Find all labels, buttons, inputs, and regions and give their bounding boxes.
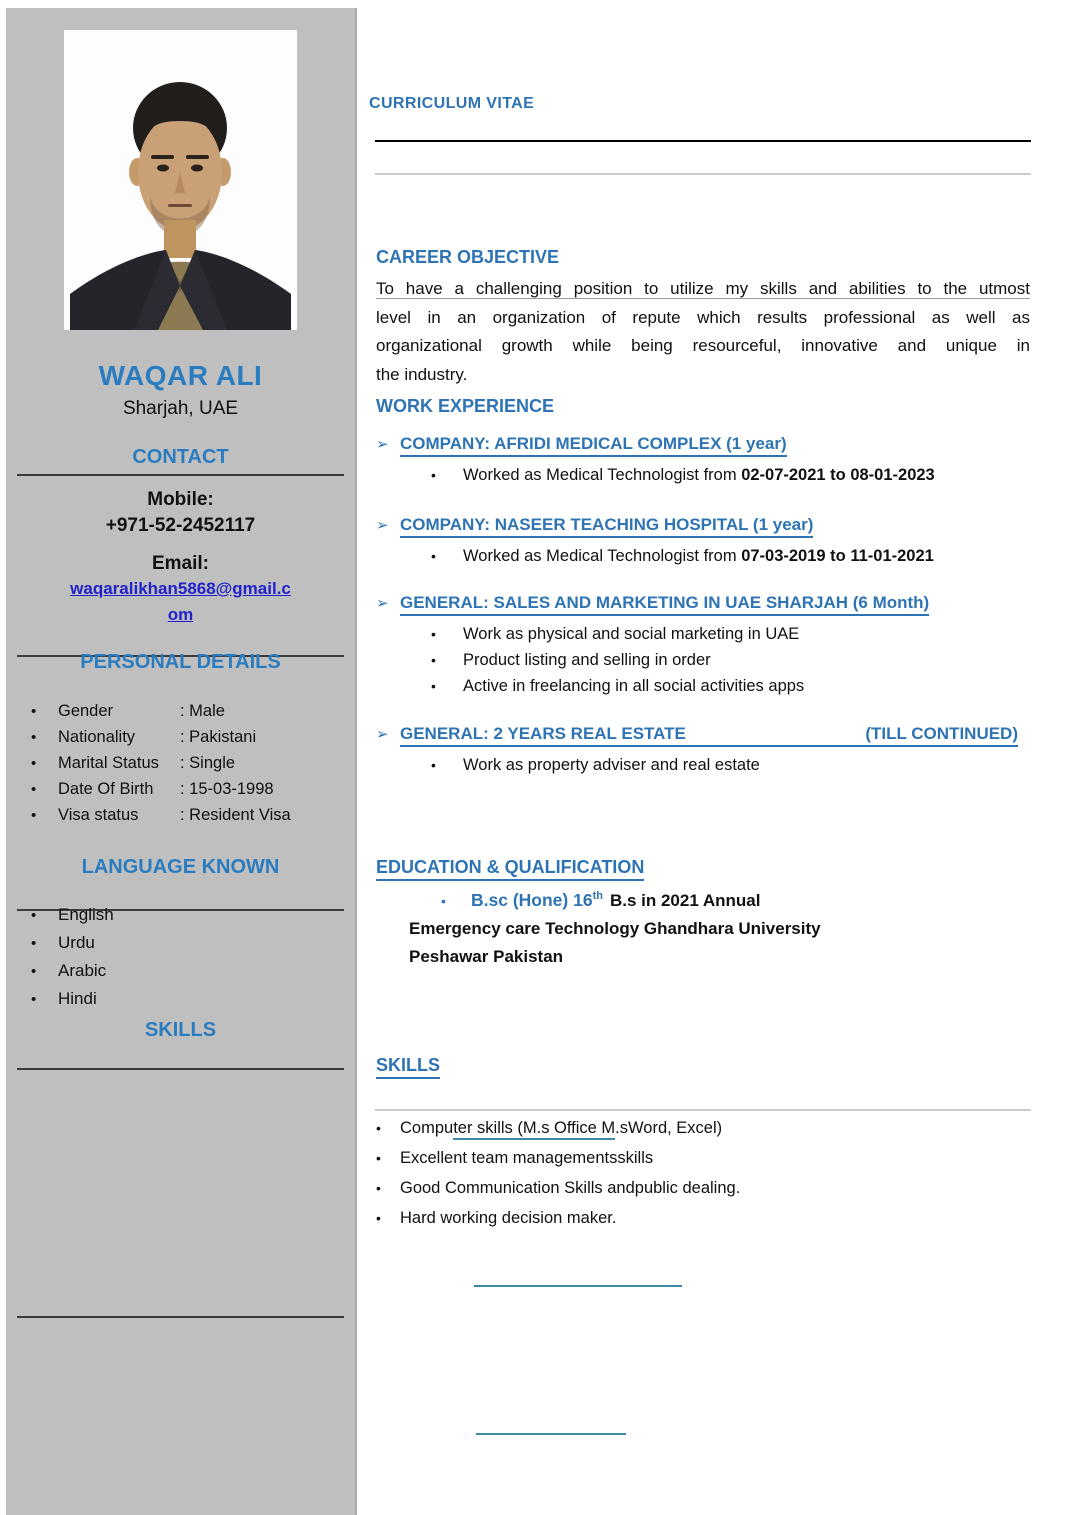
education-heading: EDUCATION & QUALIFICATION: [376, 857, 644, 881]
candidate-location: Sharjah, UAE: [122, 398, 239, 419]
detail-value: : Male: [180, 702, 225, 720]
detail-label: Nationality: [58, 728, 136, 746]
bullet-icon: •: [431, 678, 436, 694]
education-degree-row: [441, 890, 1033, 911]
email-link-wrap[interactable]: om: [167, 605, 194, 624]
work-entry-bullet: [431, 756, 1033, 775]
skill-text: Compu: [400, 1119, 454, 1137]
bullet-icon: •: [431, 652, 436, 668]
bullet-dates: 07-03-2019 to 11-01-2021: [741, 547, 934, 565]
language-item: [31, 933, 355, 961]
detail-label: Date Of Birth: [58, 780, 154, 798]
detail-label: Gender: [58, 702, 114, 720]
objective-line: the industry.: [376, 364, 468, 384]
bullet-icon: •: [431, 757, 436, 773]
education-section: [367, 857, 1033, 967]
mobile-label: Mobile:: [147, 489, 214, 510]
detail-value: : 15-03-1998: [180, 780, 274, 798]
bullet-text: Worked as Medical Technologist from: [463, 466, 742, 484]
personal-detail-row: [31, 728, 355, 754]
language-item: [31, 905, 355, 933]
bullet-text: Work as property adviser and real estate: [463, 756, 760, 774]
career-objective-text: [376, 275, 1030, 389]
bullet-text: Product listing and selling in order: [463, 651, 711, 669]
divider: [17, 1068, 344, 1070]
arrow-icon: ➢: [376, 726, 389, 743]
skill-item: [376, 1179, 1033, 1198]
divider: [17, 474, 344, 476]
skill-text: Hard working decision maker.: [400, 1209, 617, 1227]
bullet-icon: •: [431, 626, 436, 642]
education-line: Peshawar Pakistan: [409, 947, 564, 966]
objective-line: level in an organization of repute which results professional as well as: [376, 307, 1030, 327]
arrow-icon: ➢: [376, 436, 389, 453]
main-skills-heading: SKILLS: [376, 1055, 440, 1079]
language-item: [31, 989, 355, 1017]
skill-item: [376, 1119, 1033, 1138]
bullet-icon: •: [441, 893, 446, 909]
divider: [17, 1316, 344, 1318]
skill-item: [376, 1209, 1033, 1228]
bullet-icon: •: [31, 807, 37, 824]
detail-value: : Resident Visa: [180, 806, 291, 824]
skill-text: Good Communication Skills andpublic dealing.: [400, 1179, 741, 1197]
skill-text-underlined: ter skills (M.s Office M: [453, 1119, 615, 1140]
email-label: Email:: [151, 553, 210, 574]
skill-text: .sWord, Excel): [615, 1119, 723, 1137]
candidate-name: WAQAR ALI: [98, 360, 263, 391]
education-line: Emergency care Technology Ghandhara University: [409, 919, 821, 938]
document-title: CURRICULUM VITAE: [369, 95, 535, 112]
bullet-text: Worked as Medical Technologist from: [463, 547, 742, 565]
decorative-line: [476, 1433, 626, 1435]
sidebar: [6, 8, 357, 1515]
language-known-heading: LANGUAGE KNOWN: [81, 856, 280, 878]
bullet-dates: 02-07-2021 to 08-01-2023: [741, 466, 935, 484]
work-experience-heading: WORK EXPERIENCE: [376, 396, 555, 416]
personal-details-heading: PERSONAL DETAILS: [80, 651, 281, 673]
objective-line: To have a challenging position to utilize my skills and abilities to the utmost: [376, 279, 1030, 298]
detail-label: Marital Status: [58, 754, 159, 772]
skill-item: [376, 1149, 1033, 1168]
personal-detail-row: [31, 702, 355, 728]
detail-value: : Pakistani: [180, 728, 257, 746]
mobile-value: +971-52-2452117: [105, 515, 256, 536]
bullet-icon: •: [31, 729, 37, 746]
bullet-icon: •: [31, 781, 37, 798]
degree-detail: B.s in 2021 Annual: [609, 891, 761, 910]
language-item: [31, 961, 355, 989]
work-entry-title: GENERAL: SALES AND MARKETING IN UAE SHARJAH (6 Month): [400, 593, 929, 616]
title-rule-light: [375, 173, 1031, 175]
work-entry: [376, 724, 1033, 775]
personal-details-list: [6, 702, 355, 832]
personal-detail-row: [31, 780, 355, 806]
bullet-icon: •: [31, 935, 37, 952]
bullet-text: Active in freelancing in all social activities apps: [463, 677, 805, 695]
personal-detail-row: [31, 754, 355, 780]
bullet-icon: •: [376, 1180, 381, 1196]
language-label: Arabic: [58, 961, 107, 980]
work-entry-bullet: [431, 547, 1033, 566]
career-objective-heading: CAREER OBJECTIVE: [376, 247, 560, 267]
bullet-icon: •: [31, 755, 37, 772]
bullet-icon: •: [31, 991, 37, 1008]
detail-value: : Single: [180, 754, 236, 772]
language-label: English: [58, 905, 114, 924]
detail-label: Visa status: [58, 806, 139, 824]
bullet-icon: •: [31, 963, 37, 980]
portrait-illustration: [64, 30, 297, 330]
work-entry: [376, 434, 1033, 485]
bullet-icon: •: [31, 907, 37, 924]
profile-photo: [64, 30, 297, 330]
work-entry: [376, 593, 1033, 696]
bullet-icon: •: [431, 548, 436, 564]
sidebar-skills-heading: SKILLS: [144, 1019, 217, 1041]
bullet-text: Work as physical and social marketing in UAE: [463, 625, 800, 643]
work-entry-bullet: [431, 651, 1033, 670]
bullet-icon: •: [431, 467, 436, 483]
decorative-line: [474, 1285, 682, 1287]
degree-name: B.sc (Hone) 16: [471, 890, 593, 910]
work-entry-title-note: (TILL CONTINUED): [865, 724, 1018, 743]
personal-detail-row: [31, 806, 355, 832]
skill-text: Excellent team managementsskills: [400, 1149, 654, 1167]
work-entry: [376, 515, 1033, 566]
work-entry-title: COMPANY: NASEER TEACHING HOSPITAL (1 year): [400, 515, 813, 538]
bullet-icon: •: [31, 703, 37, 720]
arrow-icon: ➢: [376, 517, 389, 534]
work-entry-title: GENERAL: 2 YEARS REAL ESTATE: [400, 724, 686, 743]
bullet-icon: •: [376, 1120, 381, 1136]
contact-heading: CONTACT: [132, 446, 229, 468]
main-column: [367, 0, 1033, 1228]
bullet-icon: •: [376, 1210, 381, 1226]
arrow-icon: ➢: [376, 595, 389, 612]
skills-rule-light: [375, 1109, 1031, 1111]
degree-superscript: th: [592, 890, 603, 903]
work-entry-bullet: [431, 677, 1033, 696]
language-list: [6, 905, 355, 1017]
bullet-icon: •: [376, 1150, 381, 1166]
title-rule: [375, 140, 1031, 142]
objective-line: organizational growth while being resourceful, innovative and unique in: [376, 336, 1030, 355]
work-entry-title: COMPANY: AFRIDI MEDICAL COMPLEX (1 year): [400, 434, 787, 457]
work-entry-bullet: [431, 625, 1033, 644]
email-link[interactable]: waqaralikhan5868@gmail.c: [70, 579, 291, 598]
language-label: Hindi: [58, 989, 97, 1008]
work-entry-bullet: [431, 466, 1033, 485]
skills-list: [367, 1119, 1033, 1228]
language-label: Urdu: [58, 933, 95, 952]
